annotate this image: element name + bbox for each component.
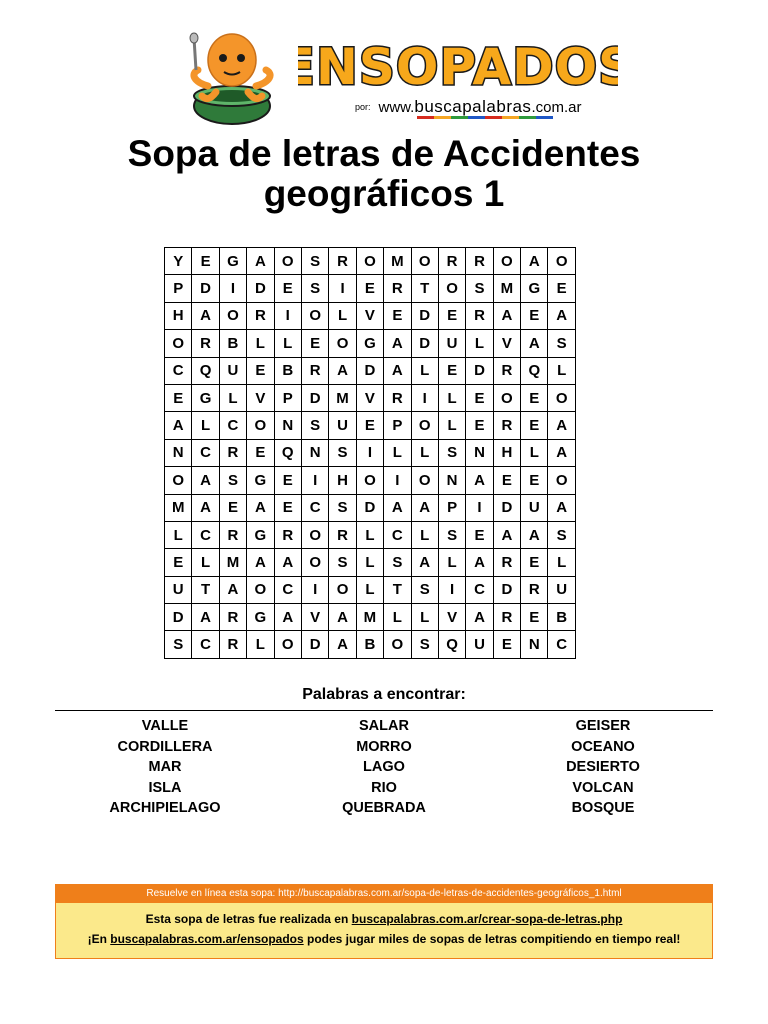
grid-cell: R <box>274 521 301 548</box>
grid-cell: V <box>301 604 328 631</box>
grid-cell: O <box>548 384 575 411</box>
brand-colorbar <box>417 116 553 119</box>
grid-cell: P <box>438 494 465 521</box>
grid-cell: C <box>192 439 219 466</box>
grid-cell: E <box>466 521 493 548</box>
grid-cell: A <box>521 521 548 548</box>
grid-cell: E <box>438 357 465 384</box>
grid-cell: Q <box>438 631 465 658</box>
byline-www: www. <box>378 99 415 116</box>
footer-box <box>55 884 713 959</box>
grid-cell: S <box>219 467 246 494</box>
grid-cell: E <box>548 275 575 302</box>
grid-cell: A <box>192 302 219 329</box>
grid-cell: D <box>356 357 383 384</box>
octopus-mascot-icon <box>182 30 282 126</box>
online-link[interactable]: Resuelve en línea esta sopa: http://buscapalabras.com.ar/sopa-de-letras-de-accidentes-geográficos_1.html <box>56 885 712 903</box>
grid-cell: H <box>493 439 520 466</box>
byline <box>355 97 581 117</box>
footer-line-1-prefix: Esta sopa de letras fue realizada en <box>145 912 352 926</box>
grid-cell: N <box>438 467 465 494</box>
grid-cell: E <box>165 384 192 411</box>
grid-cell: G <box>247 521 274 548</box>
footer-info <box>56 903 712 958</box>
grid-cell: E <box>219 494 246 521</box>
grid-cell: R <box>219 604 246 631</box>
word-item: GEISER <box>575 718 631 734</box>
grid-cell: L <box>438 384 465 411</box>
create-puzzle-link[interactable]: buscapalabras.com.ar/crear-sopa-de-letras.php <box>351 912 623 926</box>
grid-cell: B <box>548 604 575 631</box>
grid-cell: A <box>521 330 548 357</box>
grid-cell: U <box>466 631 493 658</box>
grid-row <box>165 549 576 576</box>
grid-cell: U <box>329 412 356 439</box>
ensopados-link[interactable]: buscapalabras.com.ar/ensopados <box>110 932 304 946</box>
grid-cell: E <box>521 549 548 576</box>
grid-cell: A <box>192 467 219 494</box>
word-item: DESIERTO <box>566 759 640 776</box>
grid-cell: L <box>274 330 301 357</box>
grid-cell: D <box>466 357 493 384</box>
grid-cell: G <box>219 248 246 275</box>
grid-cell: I <box>356 439 383 466</box>
grid-cell: D <box>411 330 438 357</box>
grid-cell: S <box>301 248 328 275</box>
grid-cell: I <box>329 275 356 302</box>
grid-cell: S <box>301 412 328 439</box>
letter-grid <box>164 247 576 659</box>
grid-row <box>165 521 576 548</box>
grid-row <box>165 357 576 384</box>
grid-cell: L <box>165 521 192 548</box>
grid-cell: U <box>438 330 465 357</box>
word-item: VALLE <box>141 718 189 734</box>
grid-cell: E <box>165 549 192 576</box>
grid-cell: A <box>219 576 246 603</box>
grid-cell: E <box>438 302 465 329</box>
grid-cell: L <box>548 549 575 576</box>
grid-cell: O <box>329 576 356 603</box>
grid-cell: A <box>411 549 438 576</box>
grid-row <box>165 412 576 439</box>
grid-cell: I <box>301 576 328 603</box>
grid-cell: D <box>301 631 328 658</box>
grid-cell: A <box>384 330 411 357</box>
grid-cell: T <box>411 275 438 302</box>
grid-cell: O <box>219 302 246 329</box>
grid-cell: I <box>384 467 411 494</box>
grid-cell: I <box>274 302 301 329</box>
grid-cell: R <box>493 412 520 439</box>
grid-cell: D <box>192 275 219 302</box>
grid-cell: D <box>493 576 520 603</box>
grid-cell: L <box>411 604 438 631</box>
grid-cell: R <box>219 631 246 658</box>
grid-cell: O <box>384 631 411 658</box>
grid-cell: A <box>165 412 192 439</box>
grid-cell: O <box>493 384 520 411</box>
grid-cell: O <box>356 467 383 494</box>
grid-cell: A <box>411 494 438 521</box>
divider <box>55 710 713 711</box>
grid-cell: T <box>384 576 411 603</box>
words-heading: Palabras a encontrar: <box>302 686 466 703</box>
grid-cell: U <box>165 576 192 603</box>
grid-cell: G <box>192 384 219 411</box>
grid-cell: V <box>247 384 274 411</box>
grid-cell: R <box>438 248 465 275</box>
grid-cell: N <box>521 631 548 658</box>
grid-row <box>165 248 576 275</box>
grid-cell: E <box>521 302 548 329</box>
grid-cell: Q <box>192 357 219 384</box>
grid-cell: A <box>548 439 575 466</box>
grid-cell: L <box>384 439 411 466</box>
word-item: MAR <box>148 759 182 776</box>
word-item: OCEANO <box>571 738 635 755</box>
grid-cell: O <box>548 467 575 494</box>
grid-cell: M <box>165 494 192 521</box>
grid-cell: L <box>521 439 548 466</box>
grid-cell: C <box>165 357 192 384</box>
grid-cell: S <box>301 275 328 302</box>
grid-cell: O <box>411 467 438 494</box>
grid-cell: S <box>438 439 465 466</box>
grid-cell: A <box>247 248 274 275</box>
footer-line-2 <box>56 926 712 946</box>
grid-cell: A <box>247 494 274 521</box>
grid-cell: E <box>274 494 301 521</box>
word-item: ARCHIPIELAGO <box>109 800 221 817</box>
grid-cell: E <box>384 302 411 329</box>
grid-cell: Q <box>274 439 301 466</box>
grid-row <box>165 604 576 631</box>
word-item: BOSQUE <box>571 800 635 817</box>
grid-cell: R <box>384 384 411 411</box>
grid-cell: P <box>165 275 192 302</box>
grid-cell: V <box>493 330 520 357</box>
grid-cell: L <box>411 439 438 466</box>
grid-cell: D <box>356 494 383 521</box>
grid-cell: O <box>165 467 192 494</box>
grid-cell: G <box>247 467 274 494</box>
grid-cell: L <box>411 521 438 548</box>
grid-cell: S <box>329 549 356 576</box>
grid-cell: Q <box>521 357 548 384</box>
grid-cell: R <box>329 248 356 275</box>
grid-cell: E <box>274 275 301 302</box>
grid-cell: R <box>219 521 246 548</box>
grid-cell: E <box>493 467 520 494</box>
grid-cell: R <box>521 576 548 603</box>
grid-cell: M <box>219 549 246 576</box>
grid-cell: B <box>274 357 301 384</box>
grid-cell: P <box>384 412 411 439</box>
page-title <box>0 134 768 214</box>
grid-cell: G <box>521 275 548 302</box>
title-line-2: geográficos 1 <box>263 173 505 214</box>
byline-tld: .com.ar <box>531 99 582 116</box>
footer-line-2-prefix: ¡En <box>87 932 111 946</box>
grid-cell: A <box>493 302 520 329</box>
grid-cell: E <box>521 384 548 411</box>
grid-cell: E <box>356 275 383 302</box>
grid-cell: L <box>356 549 383 576</box>
grid-cell: N <box>466 439 493 466</box>
grid-cell: I <box>301 467 328 494</box>
grid-cell: I <box>438 576 465 603</box>
grid-cell: R <box>192 330 219 357</box>
grid-cell: E <box>466 384 493 411</box>
grid-cell: O <box>301 549 328 576</box>
grid-cell: E <box>521 604 548 631</box>
word-item: VOLCAN <box>572 779 634 796</box>
grid-cell: A <box>384 494 411 521</box>
grid-cell: C <box>192 631 219 658</box>
ensopados-logo <box>298 30 618 100</box>
grid-cell: S <box>411 576 438 603</box>
grid-cell: C <box>219 412 246 439</box>
grid-cell: L <box>356 521 383 548</box>
grid-cell: L <box>247 330 274 357</box>
grid-cell: O <box>247 576 274 603</box>
grid-cell: A <box>493 521 520 548</box>
grid-cell: O <box>356 248 383 275</box>
grid-cell: D <box>411 302 438 329</box>
grid-cell: R <box>384 275 411 302</box>
grid-row <box>165 631 576 658</box>
grid-cell: A <box>548 302 575 329</box>
word-item: QUEBRADA <box>342 800 426 817</box>
grid-cell: A <box>274 549 301 576</box>
grid-cell: I <box>411 384 438 411</box>
grid-cell: R <box>466 302 493 329</box>
grid-cell: L <box>438 549 465 576</box>
grid-cell: A <box>521 248 548 275</box>
grid-cell: A <box>466 467 493 494</box>
grid-cell: D <box>165 604 192 631</box>
grid-cell: E <box>521 467 548 494</box>
grid-cell: O <box>411 412 438 439</box>
grid-cell: L <box>466 330 493 357</box>
grid-row <box>165 275 576 302</box>
grid-row <box>165 302 576 329</box>
grid-cell: B <box>356 631 383 658</box>
grid-cell: O <box>301 302 328 329</box>
grid-cell: A <box>384 357 411 384</box>
grid-row <box>165 467 576 494</box>
logo-text: ENSOPADOS <box>298 38 618 96</box>
byline-brand: buscapalabras <box>414 97 532 116</box>
grid-cell: E <box>274 467 301 494</box>
grid-cell: R <box>466 248 493 275</box>
grid-cell: S <box>384 549 411 576</box>
grid-cell: L <box>548 357 575 384</box>
grid-cell: O <box>493 248 520 275</box>
grid-cell: U <box>548 576 575 603</box>
word-item: SALAR <box>359 718 409 734</box>
grid-cell: L <box>411 357 438 384</box>
grid-cell: D <box>247 275 274 302</box>
word-column-3 <box>483 716 723 819</box>
grid-cell: U <box>219 357 246 384</box>
grid-cell: O <box>274 248 301 275</box>
grid-cell: A <box>466 604 493 631</box>
grid-cell: O <box>438 275 465 302</box>
grid-cell: I <box>219 275 246 302</box>
grid-cell: M <box>329 384 356 411</box>
grid-cell: P <box>274 384 301 411</box>
grid-cell: C <box>384 521 411 548</box>
grid-cell: S <box>165 631 192 658</box>
grid-cell: L <box>192 412 219 439</box>
grid-cell: D <box>301 384 328 411</box>
grid-cell: A <box>466 549 493 576</box>
grid-cell: S <box>411 631 438 658</box>
grid-cell: R <box>301 357 328 384</box>
grid-cell: O <box>274 631 301 658</box>
grid-row <box>165 384 576 411</box>
byline-prefix: por: <box>355 102 371 112</box>
grid-row <box>165 439 576 466</box>
word-item: MORRO <box>356 738 412 755</box>
grid-cell: L <box>384 604 411 631</box>
grid-cell: E <box>521 412 548 439</box>
grid-cell: U <box>521 494 548 521</box>
grid-cell: R <box>493 549 520 576</box>
grid-row <box>165 330 576 357</box>
word-item: RIO <box>371 779 397 796</box>
grid-cell: L <box>219 384 246 411</box>
grid-cell: A <box>247 549 274 576</box>
grid-row <box>165 576 576 603</box>
grid-cell: N <box>165 439 192 466</box>
grid-cell: O <box>165 330 192 357</box>
grid-cell: S <box>329 439 356 466</box>
grid-cell: Y <box>165 248 192 275</box>
grid-cell: E <box>247 439 274 466</box>
grid-cell: L <box>247 631 274 658</box>
word-item: LAGO <box>363 759 405 776</box>
grid-row <box>165 494 576 521</box>
title-line-1: Sopa de letras de Accidentes <box>127 133 641 174</box>
grid-cell: O <box>301 521 328 548</box>
grid-cell: M <box>384 248 411 275</box>
grid-cell: E <box>301 330 328 357</box>
word-column-2 <box>264 716 504 819</box>
grid-cell: S <box>548 330 575 357</box>
grid-cell: H <box>329 467 356 494</box>
grid-cell: A <box>274 604 301 631</box>
grid-cell: C <box>192 521 219 548</box>
grid-cell: R <box>493 604 520 631</box>
grid-cell: E <box>192 248 219 275</box>
footer-line-1 <box>56 903 712 926</box>
grid-cell: D <box>493 494 520 521</box>
grid-cell: G <box>247 604 274 631</box>
grid-cell: E <box>493 631 520 658</box>
grid-cell: A <box>548 494 575 521</box>
grid-cell: I <box>466 494 493 521</box>
footer-line-2-suffix: podes jugar miles de sopas de letras compitiendo en tiempo real! <box>303 932 681 946</box>
word-item: CORDILLERA <box>117 738 213 755</box>
grid-cell: M <box>356 604 383 631</box>
grid-cell: L <box>329 302 356 329</box>
grid-cell: V <box>438 604 465 631</box>
grid-cell: O <box>329 330 356 357</box>
grid-cell: A <box>329 604 356 631</box>
grid-cell: A <box>192 604 219 631</box>
grid-cell: O <box>411 248 438 275</box>
grid-cell: R <box>219 439 246 466</box>
word-item: ISLA <box>148 779 182 796</box>
grid-cell: V <box>356 384 383 411</box>
word-column-1 <box>45 716 285 819</box>
grid-cell: E <box>466 412 493 439</box>
grid-cell: E <box>247 357 274 384</box>
grid-cell: E <box>356 412 383 439</box>
grid-cell: C <box>548 631 575 658</box>
grid-cell: A <box>329 631 356 658</box>
grid-cell: O <box>548 248 575 275</box>
grid-cell: S <box>329 494 356 521</box>
grid-cell: L <box>192 549 219 576</box>
grid-cell: H <box>165 302 192 329</box>
grid-cell: A <box>192 494 219 521</box>
grid-cell: G <box>356 330 383 357</box>
grid-cell: S <box>466 275 493 302</box>
grid-cell: L <box>356 576 383 603</box>
grid-cell: T <box>192 576 219 603</box>
grid-cell: A <box>548 412 575 439</box>
grid-cell: S <box>438 521 465 548</box>
grid-cell: N <box>301 439 328 466</box>
grid-cell: R <box>493 357 520 384</box>
grid-cell: R <box>247 302 274 329</box>
grid-cell: R <box>329 521 356 548</box>
grid-cell: C <box>466 576 493 603</box>
grid-cell: B <box>219 330 246 357</box>
grid-cell: O <box>247 412 274 439</box>
grid-cell: A <box>329 357 356 384</box>
grid-cell: S <box>548 521 575 548</box>
grid-cell: N <box>274 412 301 439</box>
grid-cell: V <box>356 302 383 329</box>
grid-cell: C <box>274 576 301 603</box>
grid-cell: M <box>493 275 520 302</box>
grid-cell: C <box>301 494 328 521</box>
grid-cell: L <box>438 412 465 439</box>
